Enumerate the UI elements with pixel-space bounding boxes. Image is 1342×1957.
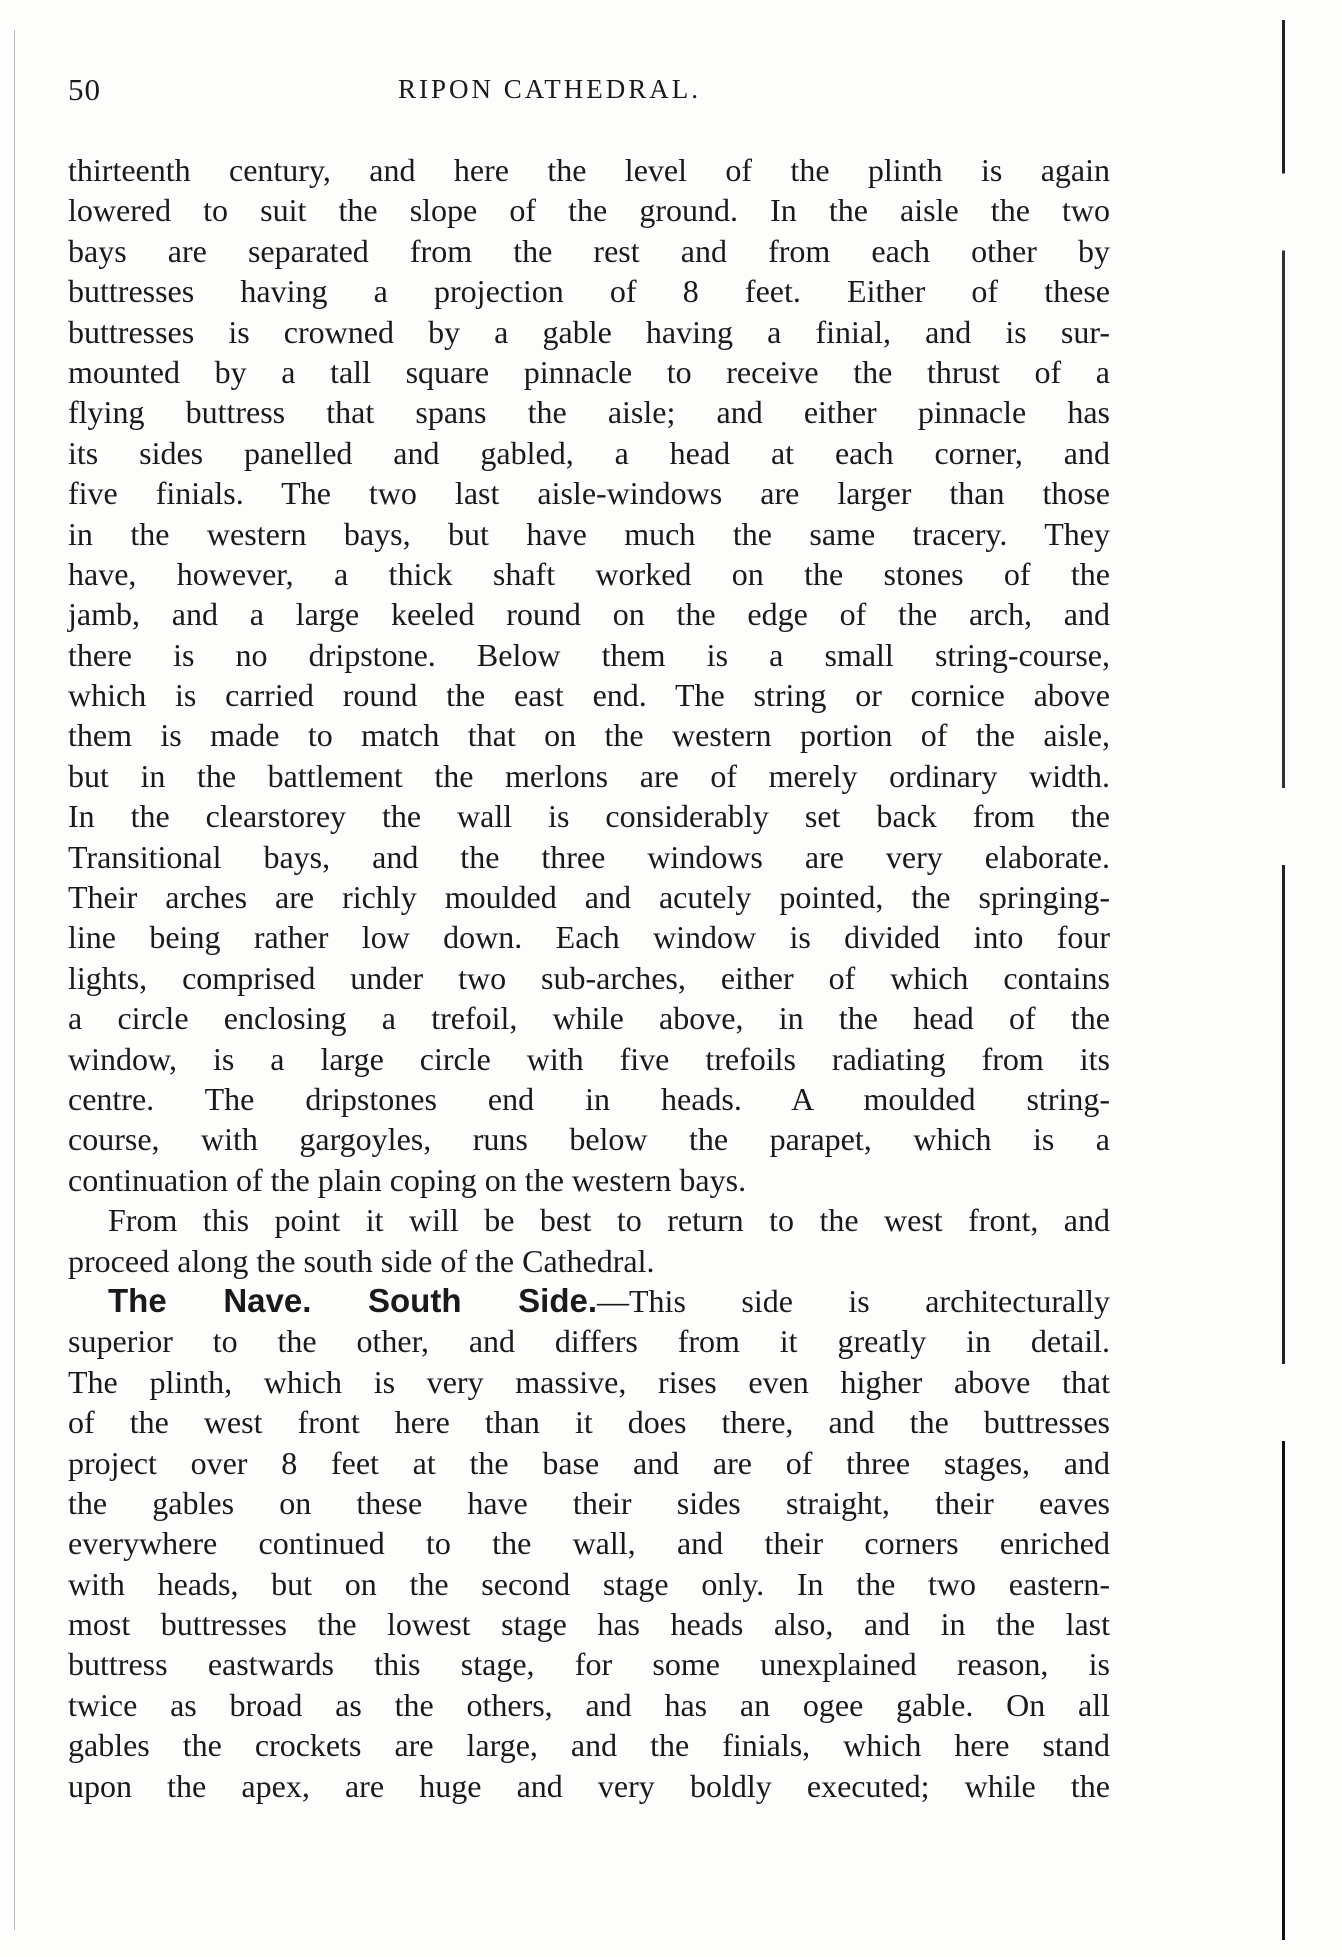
text-line: its sides panelled and gabled, a head at each corner, and	[68, 434, 1110, 471]
text-line: flying buttress that spans the aisle; and either pinnacle has	[68, 394, 1110, 431]
text-line: five finials. The two last aisle-windows are larger than those	[68, 475, 1110, 512]
text-line: From this point it will be best to return to the west front, and	[108, 1202, 1110, 1239]
text-line: line being rather low down. Each window is divided into four	[68, 919, 1110, 956]
text-line: gables the crockets are large, and the finials, which here stand	[68, 1727, 1110, 1764]
text-line: buttresses is crowned by a gable having a finial, and is sur-	[68, 313, 1110, 350]
text-line: buttress eastwards this stage, for some unexplained reason, is	[68, 1646, 1110, 1683]
text-line: of the west front here than it does there, and the buttresses	[68, 1404, 1110, 1441]
text-line: course, with gargoyles, runs below the parapet, which is a	[68, 1121, 1110, 1158]
running-title: RIPON CATHEDRAL.	[398, 74, 702, 104]
text-line: window, is a large circle with five trefoils radiating from its	[68, 1040, 1110, 1077]
text-line: twice as broad as the others, and has an ogee gable. On all	[68, 1686, 1110, 1723]
scan-edge-right	[1282, 20, 1285, 1940]
section-heading-line	[68, 1281, 1110, 1321]
text-line: everywhere continued to the wall, and their corners enriched	[68, 1525, 1110, 1562]
section-heading: The Nave. South Side.	[108, 1281, 597, 1319]
text-line: lowered to suit the slope of the ground. In the aisle the two	[68, 192, 1110, 229]
text-line: in the western bays, but have much the same tracery. They	[68, 515, 1110, 552]
section-heading-continuation: —This side is architecturally	[597, 1282, 1110, 1319]
text-line: with heads, but on the second stage only. In the two eastern-	[68, 1565, 1110, 1602]
text-line: project over 8 feet at the base and are of three stages, and	[68, 1444, 1110, 1481]
text-line: a circle enclosing a trefoil, while above, in the head of the	[68, 1000, 1110, 1037]
text-line: them is made to match that on the western portion of the aisle,	[68, 717, 1110, 754]
text-line: which is carried round the east end. The string or cornice above	[68, 677, 1110, 714]
text-line: but in the battlement the merlons are of merely ordinary width.	[68, 757, 1110, 794]
text-line: Their arches are richly moulded and acutely pointed, the springing-	[68, 879, 1110, 916]
text-line: continuation of the plain coping on the western bays.	[68, 1161, 747, 1198]
text-line: lights, comprised under two sub-arches, either of which contains	[68, 959, 1110, 996]
text-line: proceed along the south side of the Cathedral.	[68, 1242, 655, 1279]
text-line: buttresses having a projection of 8 feet. Either of these	[68, 273, 1110, 310]
text-line: the gables on these have their sides straight, their eaves	[68, 1484, 1110, 1521]
text-line: Transitional bays, and the three windows are very elaborate.	[68, 838, 1110, 875]
scan-edge-left	[14, 30, 15, 1930]
text-line: The plinth, which is very massive, rises even higher above that	[68, 1363, 1110, 1400]
text-line: upon the apex, are huge and very boldly executed; while the	[68, 1767, 1110, 1804]
text-line: In the clearstorey the wall is considerably set back from the	[68, 798, 1110, 835]
text-line: mounted by a tall square pinnacle to receive the thrust of a	[68, 353, 1110, 390]
text-line: thirteenth century, and here the level of the plinth is again	[68, 152, 1110, 188]
text-line: have, however, a thick shaft worked on the stones of the	[68, 555, 1110, 592]
text-line: bays are separated from the rest and from each other by	[68, 232, 1110, 269]
running-head	[68, 72, 1108, 112]
text-line: centre. The dripstones end in heads. A moulded string-	[68, 1080, 1110, 1117]
text-line: most buttresses the lowest stage has heads also, and in the last	[68, 1606, 1110, 1643]
text-line: there is no dripstone. Below them is a small string-course,	[68, 636, 1110, 673]
body-text	[68, 150, 1110, 1806]
page-number: 50	[68, 72, 101, 107]
text-line: jamb, and a large keeled round on the edge of the arch, and	[68, 596, 1110, 633]
text-line: superior to the other, and differs from it greatly in detail.	[68, 1323, 1110, 1360]
